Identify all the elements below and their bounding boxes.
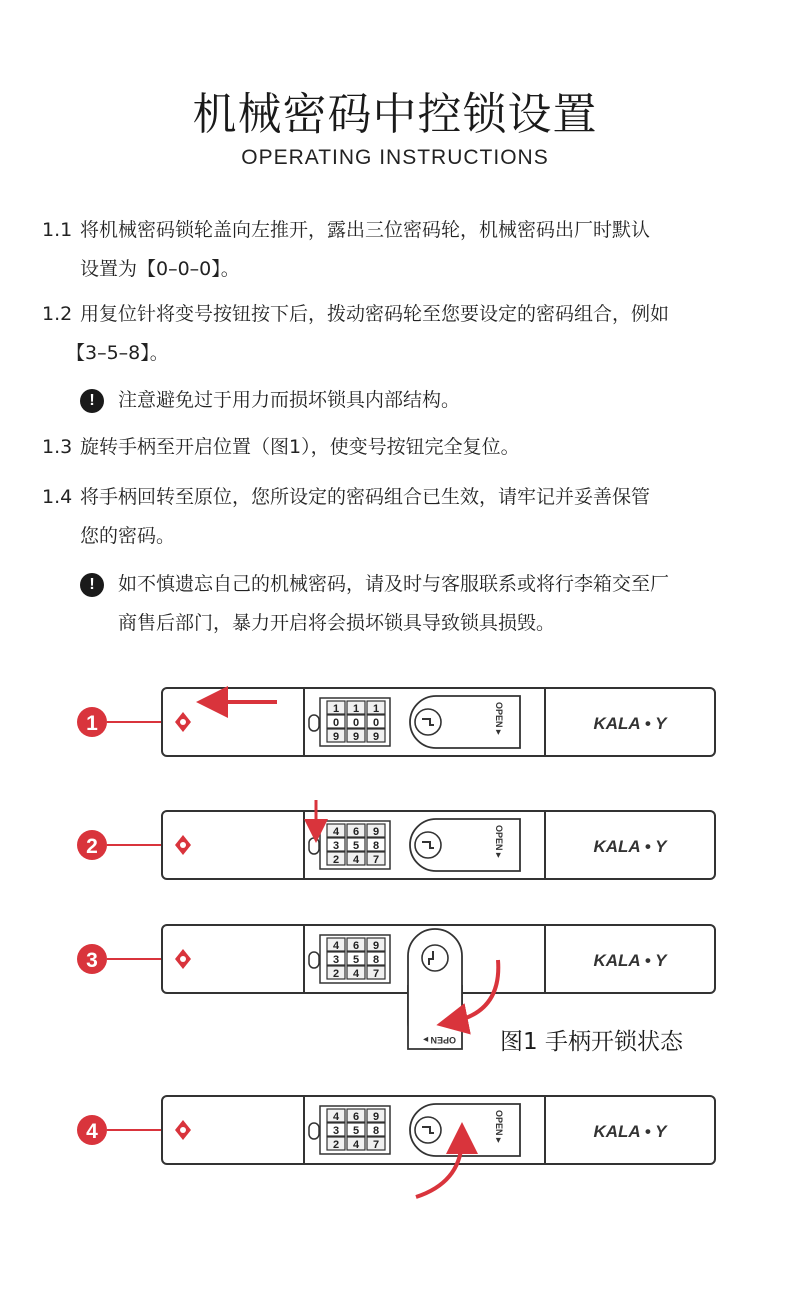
digit-text: 0 xyxy=(352,717,360,729)
digit-text: 2 xyxy=(332,854,340,866)
digit-text: 4 xyxy=(352,968,360,980)
lock-step-2 xyxy=(77,811,715,879)
emblem-dot xyxy=(180,719,186,725)
digit-text: 7 xyxy=(372,968,380,980)
lock-diagram xyxy=(0,660,790,1220)
brand-logo: KALA • Y xyxy=(593,837,667,856)
digit-text: 3 xyxy=(332,840,340,852)
step-1-2 xyxy=(42,295,752,373)
digit-text: 4 xyxy=(332,940,340,952)
brand-logo: KALA • Y xyxy=(593,951,667,970)
digit-text: 9 xyxy=(372,1111,380,1123)
digit-text: 6 xyxy=(352,1111,360,1123)
step-number: 1.1 xyxy=(42,219,73,241)
open-label: OPEN ▸ xyxy=(494,825,504,858)
step-text-line2: 【3–5–8】。 xyxy=(66,342,169,364)
step-text-line1: 旋转手柄至开启位置（图1），使变号按钮完全复位。 xyxy=(80,436,520,458)
digit-text: 1 xyxy=(372,703,380,715)
digit-text: 9 xyxy=(372,826,380,838)
key-cylinder xyxy=(422,945,448,971)
digit-text: 7 xyxy=(372,854,380,866)
digit-text: 2 xyxy=(332,1139,340,1151)
digit-text: 8 xyxy=(372,840,380,852)
step-text-line1: 将手柄回转至原位，您所设定的密码组合已生效，请牢记并妥善保管 xyxy=(80,486,651,508)
digit-text: 8 xyxy=(372,1125,380,1137)
step-text-line1: 将机械密码锁轮盖向左推开，露出三位密码轮，机械密码出厂时默认 xyxy=(80,219,651,241)
step-1-1 xyxy=(42,211,752,289)
digit-text: 9 xyxy=(352,731,360,743)
step-1-4 xyxy=(42,478,752,556)
brand-logo: KALA • Y xyxy=(593,1122,667,1141)
emblem-dot xyxy=(180,842,186,848)
digit-text: 4 xyxy=(332,826,340,838)
digit-text: 2 xyxy=(332,968,340,980)
digit-text: 4 xyxy=(332,1111,340,1123)
digit-text: 5 xyxy=(352,1125,360,1137)
step-1-3 xyxy=(42,428,752,467)
digit-text: 6 xyxy=(352,826,360,838)
emblem-dot xyxy=(180,956,186,962)
digit-text: 8 xyxy=(372,954,380,966)
lock-step-4 xyxy=(77,1096,715,1164)
note-text-line1: 注意避免过于用力而损坏锁具内部结构。 xyxy=(118,389,461,411)
page-subtitle: OPERATING INSTRUCTIONS xyxy=(241,146,549,169)
digit-text: 7 xyxy=(372,1139,380,1151)
open-label: OPEN ▸ xyxy=(494,1110,504,1143)
key-cylinder xyxy=(415,709,441,735)
digit-text: 4 xyxy=(352,1139,360,1151)
digit-text: 1 xyxy=(332,703,340,715)
key-cylinder xyxy=(415,1117,441,1143)
step-number: 1.4 xyxy=(42,486,73,508)
open-label: OPEN ▸ xyxy=(494,702,504,735)
exclamation-icon: ! xyxy=(80,573,104,597)
brand-logo: KALA • Y xyxy=(593,714,667,733)
step-marker-number: 2 xyxy=(86,835,98,858)
digit-text: 4 xyxy=(352,854,360,866)
emblem-dot xyxy=(180,1127,186,1133)
digit-text: 9 xyxy=(372,940,380,952)
digit-text: 6 xyxy=(352,940,360,952)
digit-text: 9 xyxy=(332,731,340,743)
digit-text: 5 xyxy=(352,954,360,966)
digit-text: 3 xyxy=(332,954,340,966)
note-text-line2: 商售后部门，暴力开启将会损坏锁具导致锁具损毁。 xyxy=(118,612,556,634)
step-text-line2: 您的密码。 xyxy=(80,525,176,547)
digit-text: 0 xyxy=(372,717,380,729)
step-number: 1.2 xyxy=(42,303,73,325)
step-marker-number: 4 xyxy=(86,1120,98,1143)
lock-step-1 xyxy=(77,688,715,756)
digit-text: 3 xyxy=(332,1125,340,1137)
key-cylinder xyxy=(415,832,441,858)
step-text-line2: 设置为【0–0–0】。 xyxy=(80,258,240,280)
exclamation-icon: ! xyxy=(80,389,104,413)
digit-text: 9 xyxy=(372,731,380,743)
step-marker-number: 1 xyxy=(86,712,98,735)
digit-text: 0 xyxy=(332,717,340,729)
note-text-line1: 如不慎遗忘自己的机械密码，请及时与客服联系或将行李箱交至厂 xyxy=(118,573,670,595)
digit-text: 1 xyxy=(352,703,360,715)
note-caution-2 xyxy=(80,565,760,643)
step-number: 1.3 xyxy=(42,436,73,458)
figure-caption: 图1 手柄开锁状态 xyxy=(500,1029,683,1055)
digit-text: 5 xyxy=(352,840,360,852)
page-title: 机械密码中控锁设置 xyxy=(192,89,598,140)
step-text-line1: 用复位针将变号按钮按下后，拨动密码轮至您要设定的密码组合，例如 xyxy=(80,303,670,325)
open-label: OPEN ▸ xyxy=(423,1035,456,1045)
step-marker-number: 3 xyxy=(86,949,98,972)
note-caution-1 xyxy=(80,381,760,420)
